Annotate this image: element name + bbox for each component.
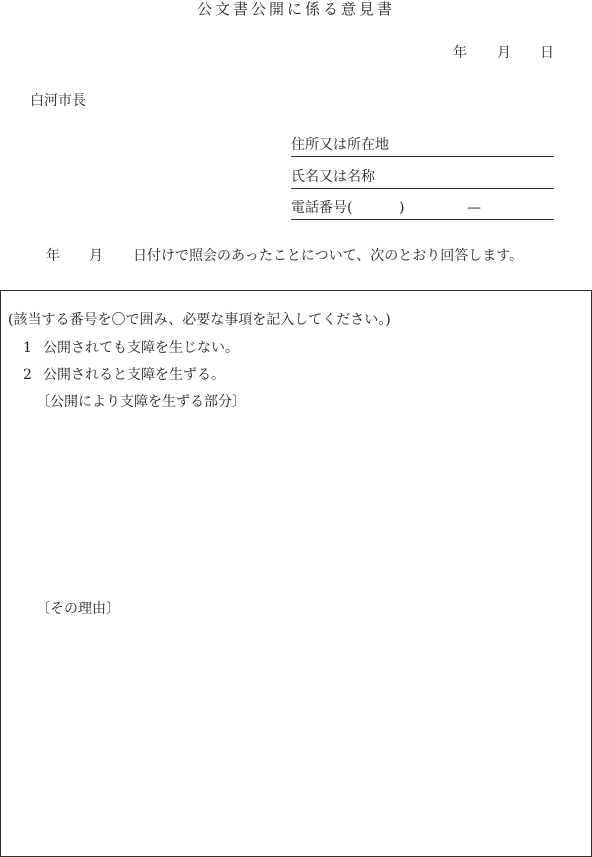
address-label: 住所又は所在地 (291, 137, 389, 153)
option-1-text: 公開されても支障を生じない。 (43, 340, 239, 356)
phone-label: 電話番号( (291, 200, 353, 216)
affected-part-input-area[interactable] (36, 415, 576, 595)
phone-paren-close: ) (399, 200, 405, 216)
reason-label: 〔その理由〕 (36, 601, 120, 617)
address-field[interactable] (291, 136, 554, 157)
date-day-label: 日 (540, 45, 554, 61)
response-box (0, 290, 592, 857)
statement-text: 日付けで照会のあったことについて、次のとおり回答します。 (133, 248, 524, 264)
phone-dash: — (467, 200, 481, 216)
statement-year: 年 (46, 248, 60, 264)
date-month-label: 月 (497, 45, 511, 61)
reason-input-area[interactable] (36, 622, 576, 842)
date-year-label: 年 (453, 45, 467, 61)
option-2-number[interactable]: 2 (23, 367, 32, 383)
name-label: 氏名又は名称 (291, 169, 375, 185)
option-2-text: 公開されると支障を生ずる。 (43, 367, 225, 383)
affected-part-label: 〔公開により支障を生ずる部分〕 (36, 394, 246, 410)
instruction-text: (該当する番号を〇で囲み、必要な事項を記入してください。) (8, 312, 391, 328)
phone-field[interactable] (291, 199, 554, 220)
statement-month: 月 (89, 248, 103, 264)
recipient: 白河市長 (30, 93, 86, 109)
document-title: 公文書公開に係る意見書 (196, 0, 395, 18)
name-field[interactable] (291, 168, 554, 189)
option-1-number[interactable]: 1 (23, 340, 32, 356)
